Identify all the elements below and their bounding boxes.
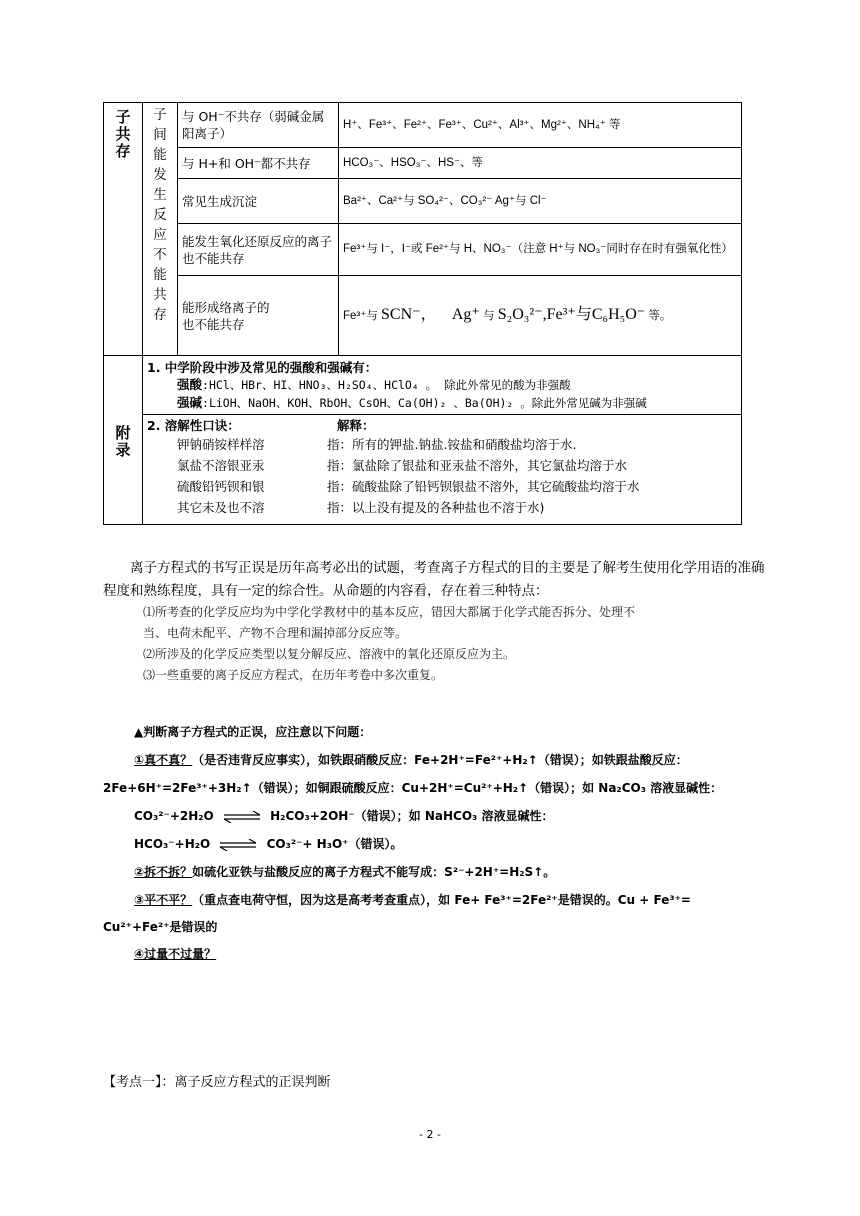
condition-cell: 常见生成沉淀 <box>178 179 339 224</box>
strong-acid-base-cell: 1. 中学阶段中涉及常见的强酸和强碱有： 强酸:HCl、HBr、HI、HNO₃、H₂SO₄、HClO₄ 。 除此外常见的酸为非强酸 强碱:LiOH、NaOH、KOH、RbOH、CsOH、Ca(OH)₂ 、Ba(OH)₂ 。除此外常见碱为非强碱 <box>143 356 742 415</box>
solubility-row: 钾钠硝铵样样溶 指：所有的钾盐.钠盐.铵盐和硝酸盐均溶于水. <box>177 437 577 452</box>
ions-cell: H⁺、Fe³⁺、Fe²⁺、Fe³⁺、Cu²⁺、Al³⁺、Mg²⁺、NH₄⁺ 等 <box>339 103 742 148</box>
section-label: 子 共 存 <box>104 103 143 356</box>
ions-cell: Fe³⁺与 I⁻，I⁻或 Fe²⁺与 H、NO₃⁻（注意 H⁺与 NO₃⁻同时存在时有强氧化性） <box>339 224 742 276</box>
explanation-heading: 解释： <box>337 418 375 433</box>
rule-1-title: ①真不真？ <box>134 753 193 767</box>
exam-point-heading: 【考点一】：离子反应方程式的正误判断 <box>103 1075 331 1090</box>
condition-cell: 能发生氧化还原反应的离子也不能共存 <box>178 224 339 276</box>
appendix-heading-1: 1. 中学阶段中涉及常见的强酸和强碱有： <box>147 359 378 375</box>
rules-heading: ▲判断离子方程式的正误，应注意以下问题： <box>134 725 372 739</box>
rule-4-title: ④过量不过量？ <box>134 947 217 961</box>
rule-1: ①真不真？（是否违背反应事实），如铁跟硝酸反应：Fe+2H⁺=Fe²⁺+H₂↑（错误）；如铁跟盐酸反应： <box>134 753 688 767</box>
rule-1-line-4: HCO₃⁻+H₂O CO₃²⁻+ H₃O⁺（错误）。 <box>134 837 403 851</box>
rule-3-line-2: Cu²⁺+Fe²⁺是错误的 <box>103 920 218 934</box>
rule-1-line-2: 2Fe+6H⁺=2Fe³⁺+3H₂↑（错误）；如铜跟硫酸反应：Cu+2H⁺=Cu²⁺+H₂↑（错误）；如 Na₂CO₃ 溶液显碱性： <box>103 781 723 795</box>
condition-cell: 与 OH⁻不共存（弱碱金属阳离子） <box>178 103 339 148</box>
rule-4 <box>134 944 216 964</box>
equilibrium-arrow-icon <box>222 811 262 823</box>
condition-cell: 与 H+和 OH⁻都不共存 <box>178 148 339 179</box>
strong-base-text: :LiOH、NaOH、KOH、RbOH、CsOH、Ca(OH)₂ 、Ba(OH)₂ 。除此外常见碱为非强碱 <box>202 395 647 410</box>
ions-cell: Fe³⁺与 SCN⁻， Ag⁺ 与 S₂O₃²⁻,Fe³⁺与C₆H₅O⁻ 等。 <box>339 276 742 356</box>
ion-coexistence-table <box>103 102 742 525</box>
solubility-row: 氯盐不溶银亚汞 指：氯盐除了银盐和亚汞盐不溶外，其它氯盐均溶于水 <box>177 458 628 473</box>
page-number: - 2 - <box>419 1128 441 1141</box>
intro-paragraph: 离子方程式的书写正误是历年高考必出的试题，考查离子方程式的目的主要是了解考生使用化学用语的准确程度和熟练程度，具有一定的综合性。从命题的内容看，存在着三种特点： <box>103 560 765 599</box>
solubility-row: 硫酸铅钙钡和银 指：硫酸盐除了铅钙钡银盐不溶外，其它硫酸盐均溶于水 <box>177 479 640 494</box>
solubility-cell <box>143 415 742 525</box>
rule-3: ③平不平？（重点查电荷守恒，因为这是高考考查重点），如 Fe+ Fe³⁺=2Fe²⁺是错误的。Cu + Fe³⁺= <box>134 893 691 907</box>
equilibrium-arrow-icon <box>218 839 258 851</box>
appendix-heading-2: 2. 溶解性口诀： <box>147 418 240 433</box>
rule-2-title: ②拆不拆？ <box>134 865 193 879</box>
rule-1-line-3: CO₃²⁻+2H₂O H₂CO₃+2OH⁻（错误）；如 NaHCO₃ 溶液显碱性： <box>134 809 554 823</box>
rule-3-title: ③平不平？ <box>134 893 193 907</box>
feature-item: ⑴所考查的化学反应均为中学化学教材中的基本反应，错因大都属于化学式能否拆分、处理不 <box>143 605 636 619</box>
feature-item: 当、电荷未配平、产物不合理和漏掉部分反应等。 <box>143 626 408 640</box>
ions-cell: HCO₃⁻、HSO₃⁻、HS⁻、等 <box>339 148 742 179</box>
rule-2: ②拆不拆？如硫化亚铁与盐酸反应的离子方程式不能写成：S²⁻+2H⁺=H₂S↑。 <box>134 865 556 879</box>
appendix-label: 附 录 <box>104 356 143 525</box>
solubility-row: 其它未及也不溶 指：以上没有提及的各种盐也不溶于水) <box>177 500 545 515</box>
ions-cell: Ba²⁺、Ca²⁺与 SO₄²⁻、CO₃²⁻ Ag⁺与 Cl⁻ <box>339 179 742 224</box>
strong-acid-text: :HCl、HBr、HI、HNO₃、H₂SO₄、HClO₄ 。 除此外常见的酸为非强酸 <box>202 377 571 392</box>
subsection-label: 子 间 能 发 生 反 应 不 能 共 存 <box>143 103 178 356</box>
condition-cell: 能形成络离子的 也不能共存 <box>178 276 339 356</box>
feature-item: ⑵所涉及的化学反应类型以复分解反应、溶液中的氧化还原反应为主。 <box>143 647 516 661</box>
feature-item: ⑶一些重要的离子反应方程式，在历年考卷中多次重复。 <box>143 668 444 682</box>
